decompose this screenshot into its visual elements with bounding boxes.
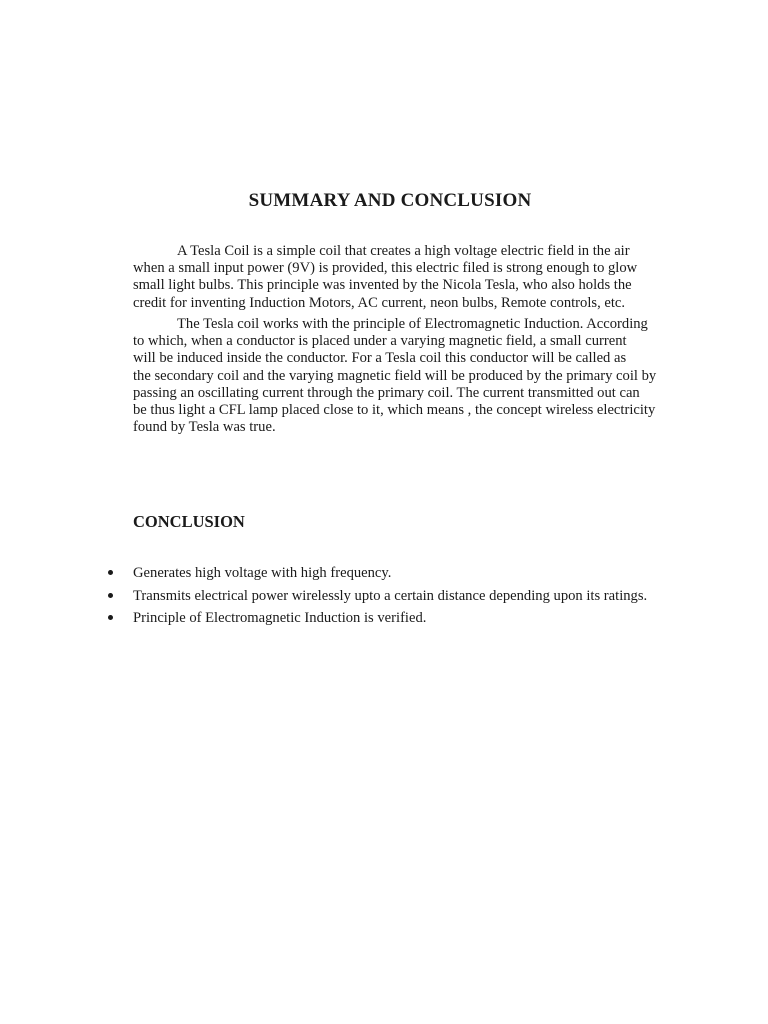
list-item <box>108 563 728 586</box>
paragraph-line: A Tesla Coil is a simple coil that creates a high voltage electric field in the air <box>177 243 630 259</box>
conclusion-heading: CONCLUSION <box>133 512 245 531</box>
bullet-icon <box>108 593 113 598</box>
paragraph-line: passing an oscillating current through the primary coil. The current transmitted out can <box>133 384 640 401</box>
paragraph-line: to which, when a conductor is placed under a varying magnetic field, a small current <box>133 333 627 350</box>
paragraph-line: be thus light a CFL lamp placed close to it, which means , the concept wireless electricity <box>133 402 656 419</box>
summary-paragraph-2 <box>133 316 685 436</box>
list-item-text: Principle of Electromagnetic Induction is verified. <box>133 610 427 626</box>
bullet-icon <box>108 570 113 575</box>
paragraph-line: the secondary coil and the varying magnetic field will be produced by the primary coil by <box>133 367 657 384</box>
conclusion-list <box>108 563 728 631</box>
summary-paragraph-1 <box>133 243 685 312</box>
paragraph-line: when a small input power (9V) is provided, this electric filed is strong enough to glow <box>133 260 638 277</box>
page-title: SUMMARY AND CONCLUSION <box>248 190 532 211</box>
paragraph-line: credit for inventing Induction Motors, AC current, neon bulbs, Remote controls, etc. <box>133 294 626 311</box>
paragraph-line: found by Tesla was true. <box>133 419 276 436</box>
bullet-icon <box>108 615 113 620</box>
list-item-text: Generates high voltage with high frequency. <box>133 565 392 581</box>
list-item-text: Transmits electrical power wirelessly upto a certain distance depending upon its ratings. <box>133 587 648 604</box>
list-item <box>108 586 728 609</box>
paragraph-line: small light bulbs. This principle was invented by the Nicola Tesla, who also holds the <box>133 277 632 294</box>
list-item <box>108 608 728 631</box>
paragraph-line: will be induced inside the conductor. For a Tesla coil this conductor will be called as <box>133 350 627 367</box>
paragraph-line: The Tesla coil works with the principle of Electromagnetic Induction. According <box>177 316 648 332</box>
